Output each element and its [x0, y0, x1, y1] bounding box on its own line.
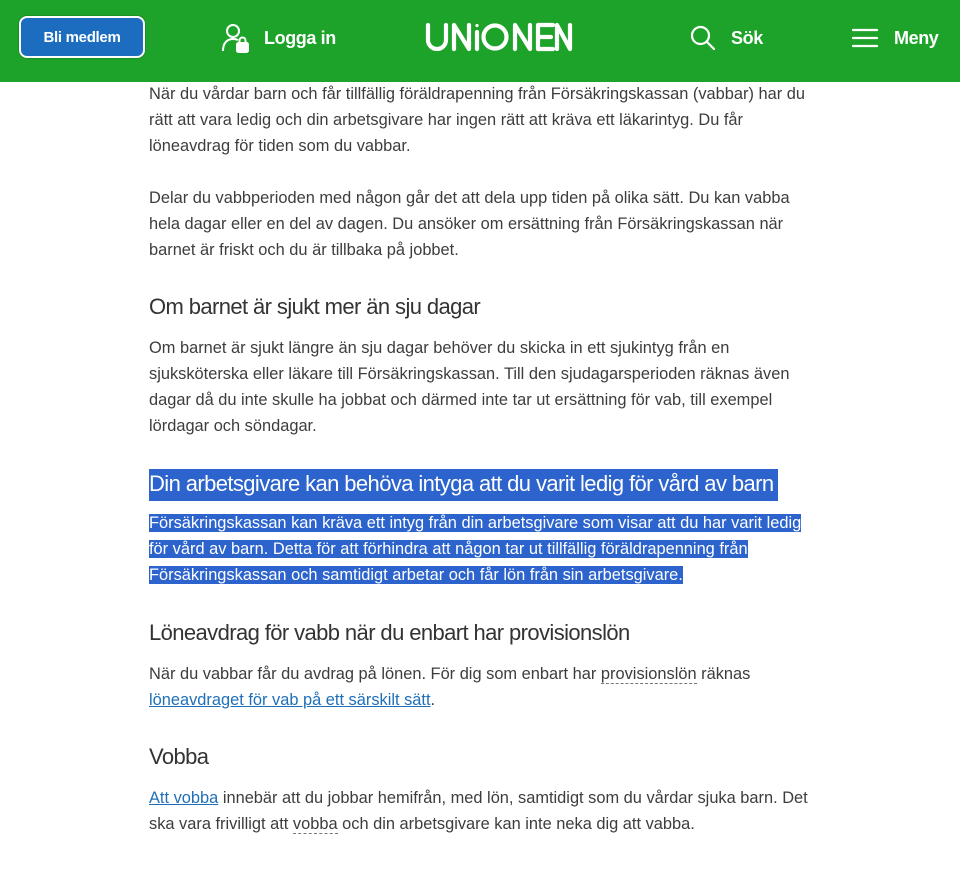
glossary-term-vobba[interactable]: vobba: [292, 815, 338, 833]
heading-employer-certificate: [149, 469, 778, 501]
search-link[interactable]: [690, 20, 763, 56]
paragraph-vab-rights: När du vårdar barn och får tillfällig föräldrapenning från Försäkringskassan (vabbar) har du rätt att vara ledig och din arbetsgivare har ingen rätt att kräva ett läkarintyg. Du får löneavdrag för tiden som du vabbar.: [149, 85, 805, 155]
heading-commission-salary: Löneavdrag för vabb när du enbart har provisionslön: [149, 620, 630, 645]
text-segment: .: [430, 691, 436, 709]
join-button[interactable]: [19, 16, 145, 58]
paragraph-vobba: [149, 785, 809, 837]
heading-vobba: Vobba: [149, 744, 209, 769]
text-segment: innebär att du jobbar hemifrån, med lön, samtidigt som du vårdar sjuka barn. Det ska vara frivilligt att: [149, 789, 808, 833]
paragraph-employer-certificate-text: Försäkringskassan kan kräva ett intyg från din arbetsgivare som visar att du har varit ledig för vård av barn. Detta för att förhindra att någon tar ut tillfällig föräldrapenning från Försäkringskassan och samtidigt arbetar och får lön från sin arbetsgivare.: [149, 514, 802, 584]
paragraph-sick-certificate: Om barnet är sjukt längre än sju dagar behöver du skicka in ett sjukintyg från en sjuksköterska eller läkare till Försäkringskassan. Till den sjudagarsperioden räknas även dagar då du inte skulle ha jobbat och därmed inte tar ut ersättning för vab, till exempel lördagar och söndagar.: [149, 339, 790, 435]
paragraph-commission-salary: [149, 661, 809, 713]
paragraph-vab-period: Delar du vabbperioden med någon går det att dela upp tiden på olika sätt. Du kan vabba hela dagar eller en del av dagen. Du ansöker om ersättning från Försäkringskassan när barnet är friskt och du är tillbaka på jobbet.: [149, 189, 790, 259]
heading-employer-certificate-text: Din arbetsgivare kan behöva intyga att du varit ledig för vård av barn: [149, 469, 778, 501]
search-label: Sök: [731, 27, 763, 48]
text-segment: och din arbetsgivare kan inte neka dig att vabba.: [337, 815, 695, 833]
site-header: [0, 0, 960, 82]
search-icon: [690, 25, 716, 51]
hamburger-icon: [852, 28, 878, 48]
unionen-logo[interactable]: [425, 22, 573, 52]
text-segment: räknas: [696, 665, 751, 683]
glossary-term-provisionslon[interactable]: provisionslön: [600, 665, 697, 683]
link-salary-deduction[interactable]: löneavdraget för vab på ett särskilt sätt: [149, 691, 431, 709]
menu-label: Meny: [894, 27, 939, 48]
user-lock-icon: [222, 23, 250, 53]
heading-sick-more-than-seven-days: Om barnet är sjukt mer än sju dagar: [149, 294, 481, 319]
menu-button[interactable]: [852, 20, 938, 56]
paragraph-employer-certificate: [149, 510, 809, 588]
text-segment: När du vabbar får du avdrag på lönen. För dig som enbart har: [149, 665, 601, 683]
login-link[interactable]: [222, 20, 336, 56]
join-button-label: Bli medlem: [43, 28, 121, 46]
link-att-vobba[interactable]: Att vobba: [149, 789, 219, 807]
login-label: Logga in: [264, 27, 336, 48]
